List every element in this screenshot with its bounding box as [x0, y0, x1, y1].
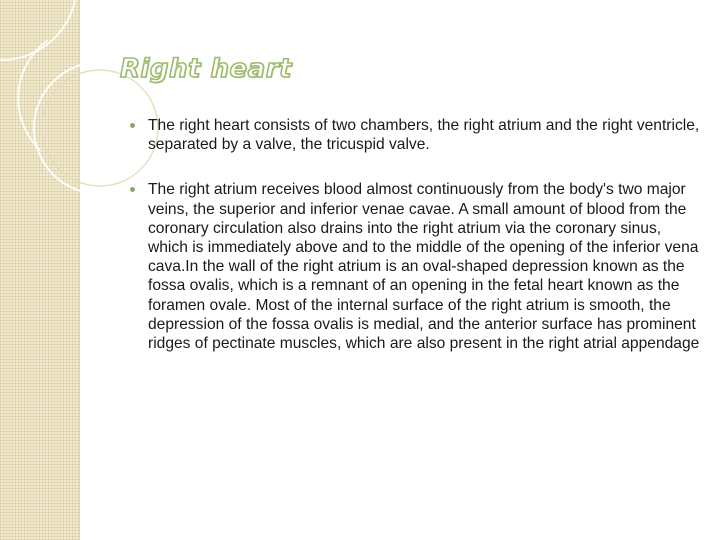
bullet-text: The right atrium receives blood almost continuously from the body's two major veins, the superior and inferior venae cavae. A small amount of blood from the coronary circulation also drains into the right atrium via the coronary sinus, which is immediately above and to the middle of the opening of the inferior vena cava.In the wall of the right atrium is an oval-shaped depression known as the fossa ovalis, which is a remnant of an opening in the fetal heart known as the foramen ovale. Most of the internal surface of the right atrium is smooth, the depression of the fossa ovalis is medial, and the anterior surface has prominent ridges of pectinate muscles, which are also present in the right atrial appendage: [148, 181, 700, 353]
bullet-dot-icon: [130, 123, 135, 128]
slide-title: Right heart: [120, 54, 292, 84]
bullet-dot-icon: [130, 187, 135, 192]
bullet-list: [130, 116, 702, 353]
ring-arc-1: [0, 0, 75, 60]
bullet-text: The right heart consists of two chambers, the right atrium and the right ventricle, separated by a valve, the tricuspid valve.: [148, 117, 700, 154]
bullet-item: [130, 116, 702, 154]
slide-content: [130, 116, 702, 379]
bullet-item: [130, 180, 702, 353]
